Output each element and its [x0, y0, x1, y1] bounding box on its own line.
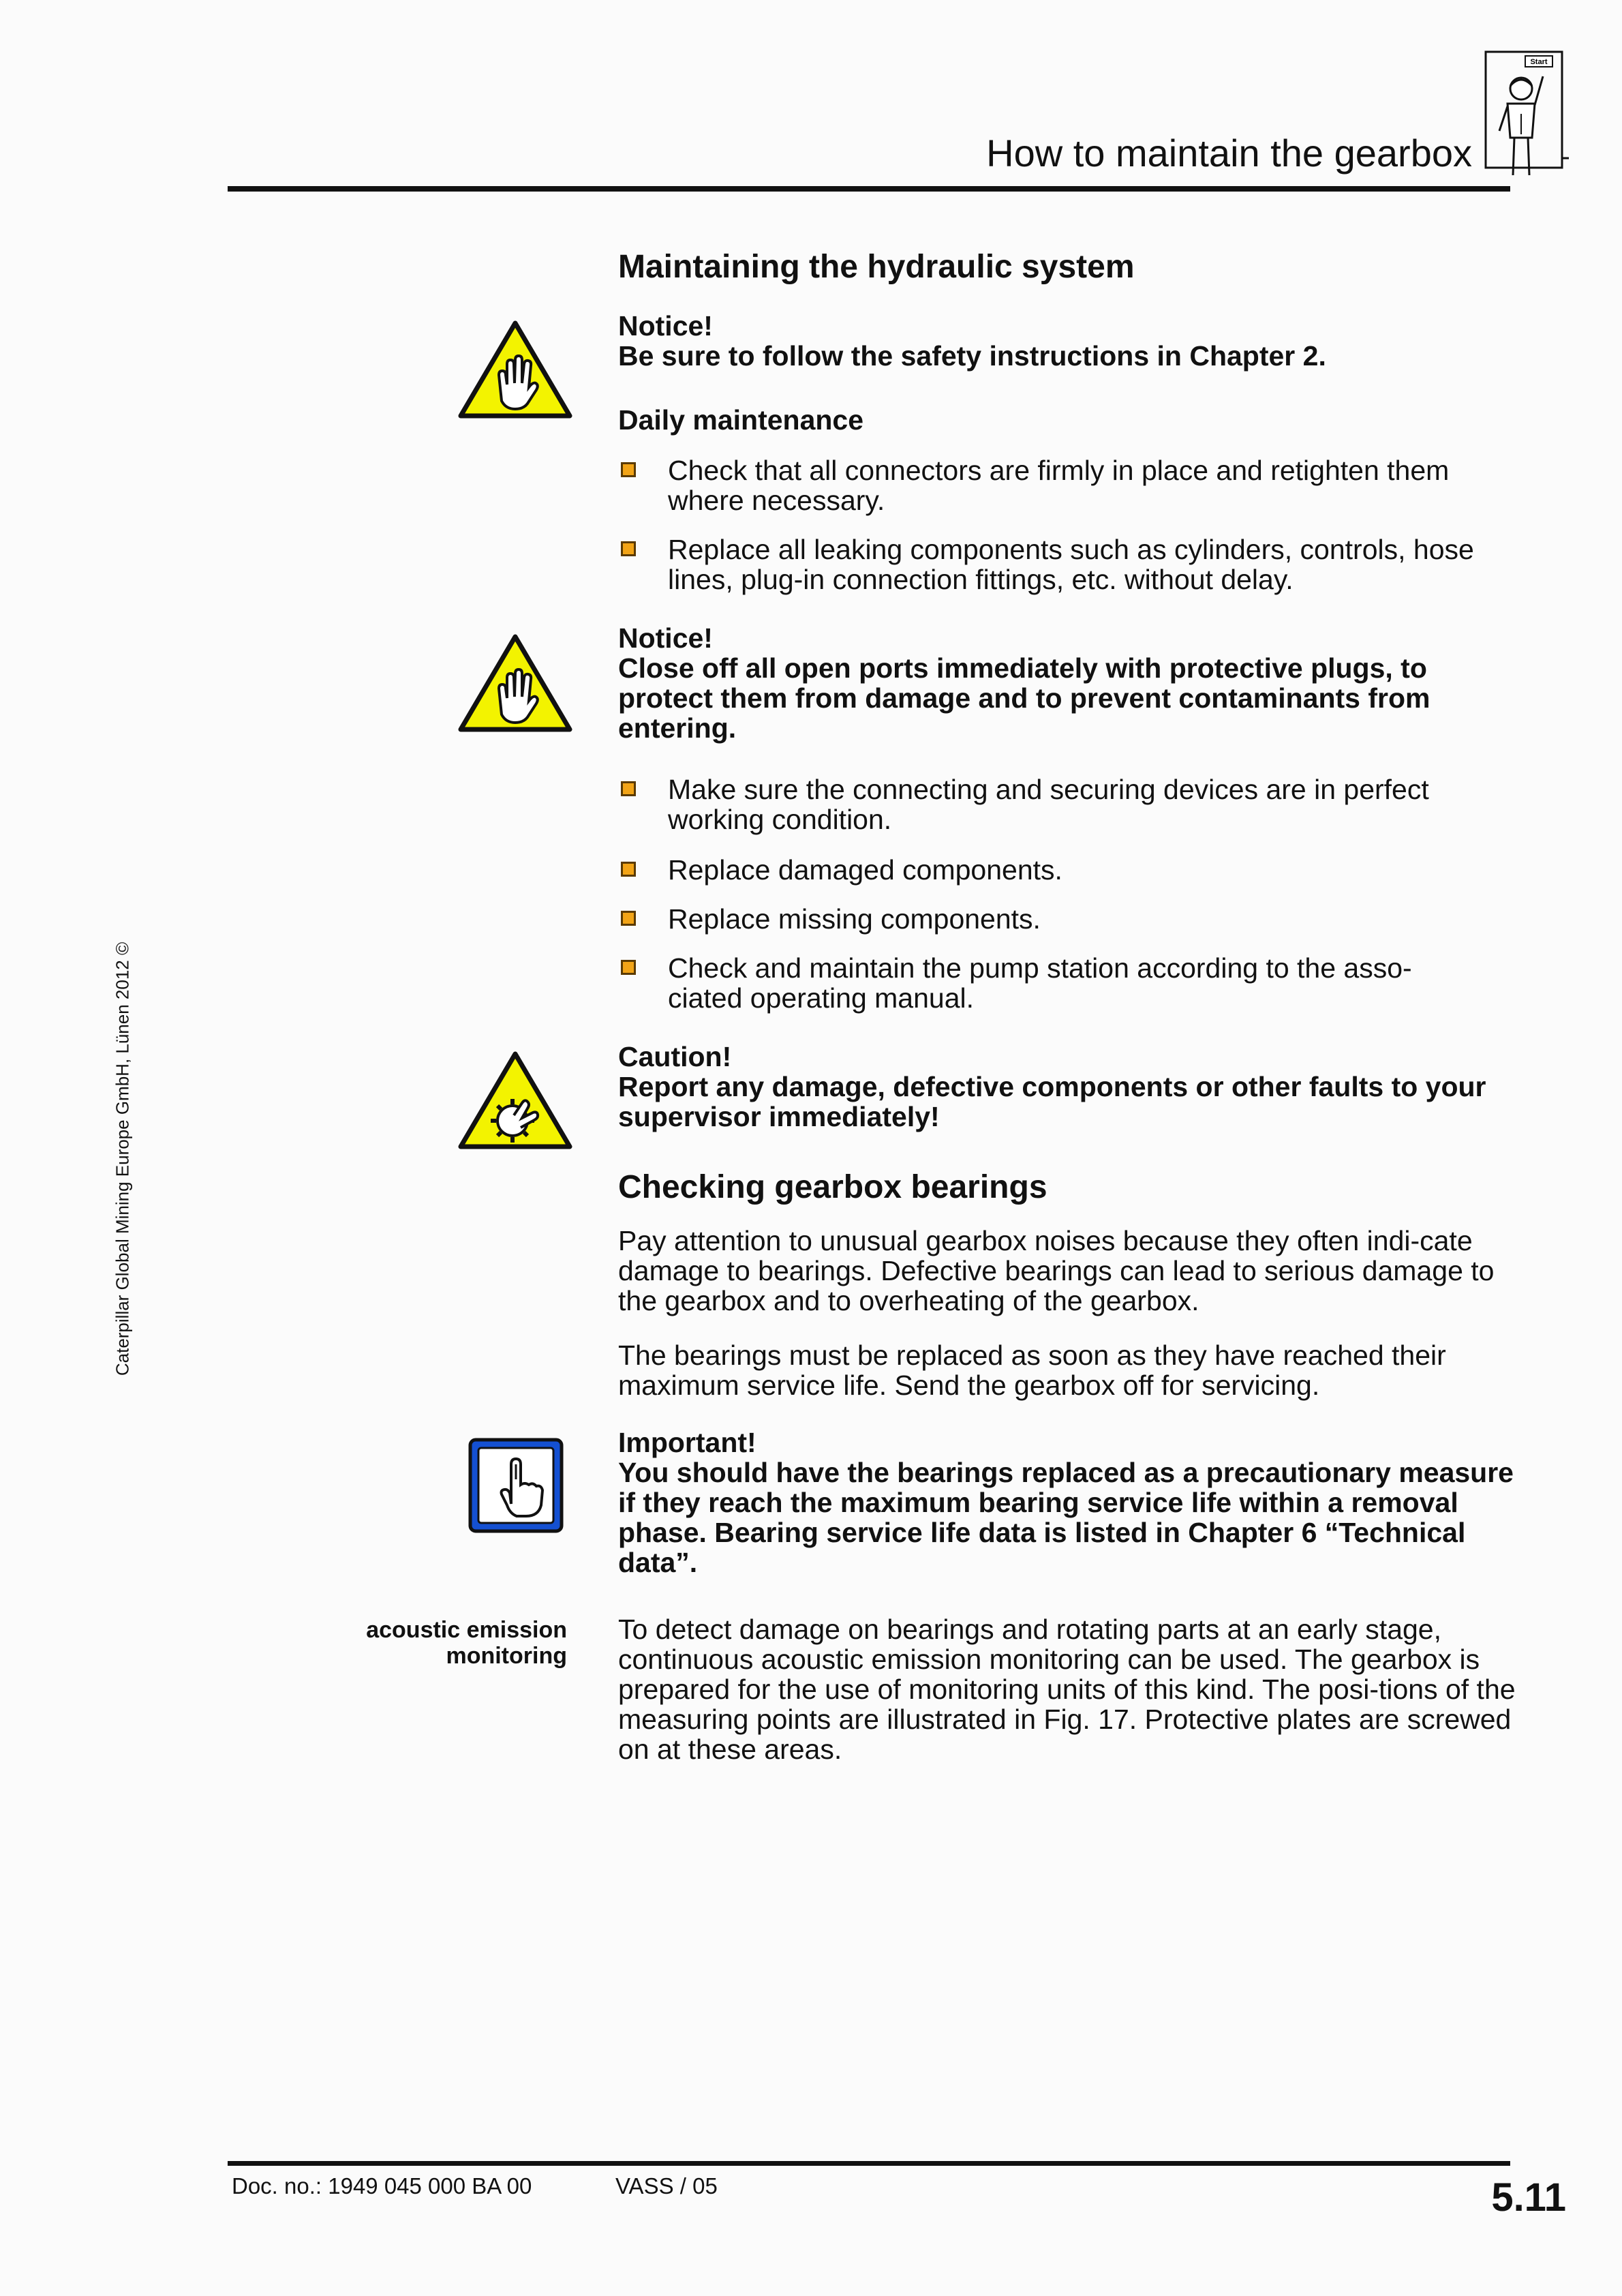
- list-item-text: Replace all leaking components such as cylinders, controls, hose lines, plug-in connection fittings, etc. without delay.: [668, 534, 1474, 595]
- bullet-square-icon: [621, 911, 636, 926]
- list-item-text: Replace missing components.: [668, 903, 1041, 935]
- list-item: [618, 774, 1518, 834]
- bullet-square-icon: [621, 541, 636, 556]
- list-item: [618, 904, 1518, 934]
- section-heading-bearings: Checking gearbox bearings: [618, 1169, 1047, 1205]
- caution-text: Report any damage, defective components or other faults to your supervisor immediately!: [618, 1071, 1486, 1132]
- copyright-notice: Caterpillar Global Mining Europe GmbH, Lünen 2012 ©: [112, 941, 133, 1376]
- notice-title: Notice!: [618, 622, 713, 654]
- list-item-text: Check and maintain the pump station according to the asso-ciated operating manual.: [668, 952, 1412, 1014]
- list-item-text: Check that all connectors are firmly in place and retighten them where necessary.: [668, 455, 1450, 516]
- hand-warning-icon: [457, 319, 574, 420]
- paragraph: The bearings must be replaced as soon as they have reached their maximum service life. Send the gearbox off for servicing.: [618, 1340, 1446, 1401]
- notice-title: Notice!: [618, 310, 713, 342]
- paragraph: Pay attention to unusual gearbox noises because they often indi-cate damage to bearings. Defective bearings can lead to serious damage to the gearbox and to overheating of the gearbox.: [618, 1225, 1495, 1316]
- side-label-monitoring: monitoring: [446, 1643, 567, 1669]
- notice-text: Close off all open ports immediately with protective plugs, to protect them from damage and to prevent contaminants from entering.: [618, 652, 1430, 744]
- hand-warning-icon: [457, 633, 574, 734]
- section-heading-hydraulic: Maintaining the hydraulic system: [618, 249, 1135, 285]
- footer-divider: [228, 2161, 1510, 2166]
- paragraph: To detect damage on bearings and rotating parts at an early stage, continuous acoustic emission monitoring can be used. The gearbox is prepared for the use of monitoring units of this kind. The posi-tions of the measuring points are illustrated in Fig. 17. Protective plates are screwed on at these areas.: [618, 1614, 1516, 1765]
- gear-hand-warning-icon: [457, 1050, 574, 1151]
- page-header-title: How to maintain the gearbox: [986, 132, 1472, 175]
- bullet-square-icon: [621, 781, 636, 796]
- list-item: [618, 953, 1518, 1013]
- list-item-text: Make sure the connecting and securing devices are in perfect working condition.: [668, 774, 1429, 835]
- start-label: Start: [1530, 58, 1548, 66]
- important-text: You should have the bearings replaced as a precautionary measure if they reach the maximum bearing service life within a removal phase. Bearing service life data is listed in Chapter 6 “Technical data”.: [618, 1457, 1514, 1578]
- list-item-text: Replace damaged components.: [668, 854, 1062, 886]
- important-title: Important!: [618, 1427, 756, 1458]
- bullet-square-icon: [621, 462, 636, 477]
- start-figure-icon: [1480, 49, 1569, 185]
- list-item: [618, 455, 1518, 515]
- caution-title: Caution!: [618, 1041, 732, 1072]
- page-number: 5.11: [1491, 2175, 1566, 2220]
- pointing-hand-important-icon: [468, 1437, 564, 1534]
- footer-vass: VASS / 05: [615, 2173, 718, 2199]
- list-item: [618, 855, 1518, 885]
- footer-document-number: Doc. no.: 1949 045 000 BA 00: [232, 2173, 532, 2199]
- header-divider: [228, 186, 1510, 192]
- side-label-acoustic: acoustic emission: [366, 1617, 567, 1643]
- daily-maintenance-heading: Daily maintenance: [618, 404, 864, 436]
- bullet-square-icon: [621, 960, 636, 975]
- notice-text: Be sure to follow the safety instructions in Chapter 2.: [618, 340, 1326, 372]
- list-item: [618, 534, 1518, 594]
- bullet-square-icon: [621, 862, 636, 877]
